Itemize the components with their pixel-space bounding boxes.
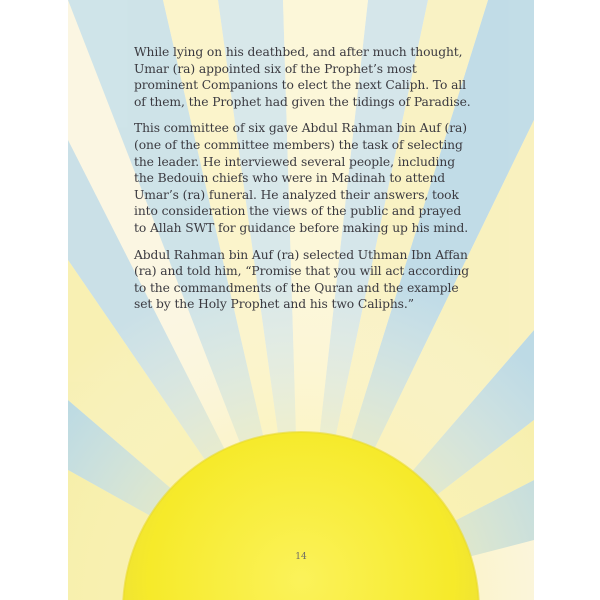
paragraph-2: This committee of six gave Abdul Rahman bin Auf (ra) (one of the committee members) the task of selecting the leader. He interviewed several people, including the Bedouin chiefs who were in Madinah to attend Umar’s (ra) funeral. He analyzed their answers, took into consideration the views of the public and prayed to Allah SWT for guidance before making up his mind. bbox=[134, 121, 469, 235]
story-text bbox=[134, 44, 474, 323]
paragraph-3: Abdul Rahman bin Auf (ra) selected Uthman Ibn Affan (ra) and told him, “Promise that you will act according to the commandments of the Quran and the example set by the Holy Prophet and his two Caliphs.” bbox=[134, 247, 470, 312]
paragraph-1: While lying on his deathbed, and after much thought, Umar (ra) appointed six of the Prophet’s most prominent Companions to elect the next Caliph. To all of them, the Prophet had given the tidings of Paradise. bbox=[134, 45, 471, 109]
page-number: 14 bbox=[295, 552, 307, 562]
book-page bbox=[68, 0, 534, 600]
